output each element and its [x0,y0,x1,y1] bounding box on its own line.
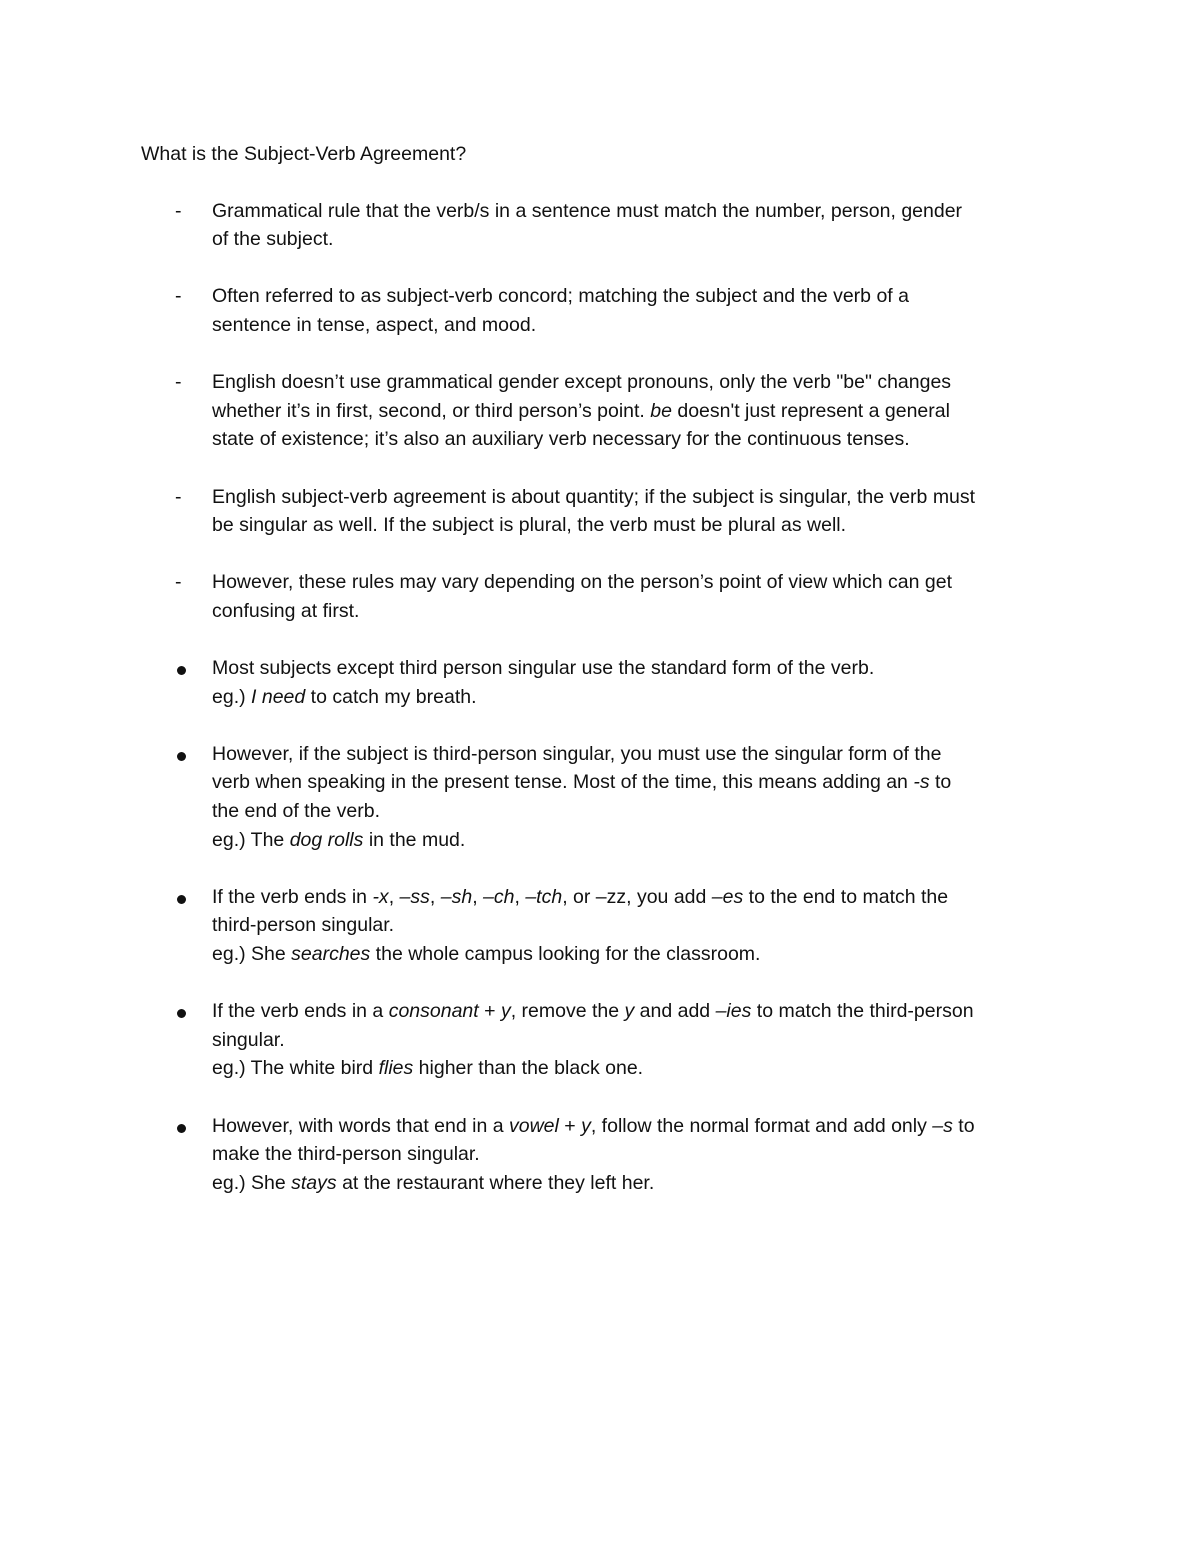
text-segment: However, if the subject is third-person singular, you must use the singular form of the [212,742,942,765]
text-line [212,1140,1071,1169]
italic-text: –ch [483,885,515,908]
list-item-text [212,568,1071,625]
text-segment: eg.) The white bird [212,1057,379,1080]
text-segment: singular. [212,1028,285,1051]
bullet-dot-icon [177,895,186,904]
text-line [212,1112,1071,1141]
bullet-list [141,654,1071,1197]
text-segment: English subject-verb agreement is about quantity; if the subject is singular, the verb must [212,485,976,508]
list-item-text [212,1112,1071,1198]
text-line [212,511,1071,540]
text-segment: to catch my breath. [305,685,477,708]
text-segment: If the verb ends in [212,885,373,908]
text-line [212,1169,1071,1198]
text-segment: , follow the normal format and add only [590,1114,933,1137]
document-body [141,140,1071,1226]
text-line [212,225,1071,254]
italic-text: consonant [388,1000,479,1023]
bullet-list-item [141,1112,1071,1198]
list-item-text [212,197,1071,254]
dash-list-item [141,197,1071,254]
bullet-list-item [141,740,1071,854]
text-line [212,397,1071,426]
text-line [212,654,1071,683]
text-segment: eg.) [212,685,252,708]
text-segment: English doesn’t use grammatical gender except pronouns, only the verb "be" changes [212,371,952,394]
text-segment: whether it’s in first, second, or third person’s point. [212,399,651,422]
dash-list [141,197,1071,626]
bullet-dot-icon [177,1009,186,1018]
text-segment: to the end to match the [743,885,949,908]
text-line [212,425,1071,454]
text-segment: eg.) The [212,828,290,851]
text-line [212,1026,1071,1055]
text-segment: and add [634,1000,716,1023]
italic-text: y [581,1114,591,1137]
list-item-text [212,997,1071,1083]
list-item-text [212,368,1071,454]
text-segment: However, with words that end in a [212,1114,509,1137]
italic-text: -x [372,885,389,908]
text-segment: If the verb ends in a [212,1000,389,1023]
italic-text: y [624,1000,635,1023]
italic-text: -s [913,771,930,794]
text-segment: higher than the black one. [413,1057,644,1080]
italic-text: –ies [715,1000,752,1023]
text-segment: Grammatical rule that the verb/s in a sentence must match the number, person, gender [212,199,963,222]
bullet-list-item [141,997,1071,1083]
dash-marker: - [175,571,182,594]
text-segment: to [929,771,952,794]
bullet-dot-icon [177,666,186,675]
dash-marker: - [175,199,182,222]
text-segment: Most subjects except third person singular use the standard form of the verb. [212,657,875,680]
italic-text: –ss [399,885,430,908]
italic-text: y [500,1000,511,1023]
text-line [212,483,1071,512]
list-item-text [212,282,1071,339]
italic-text: –sh [440,885,473,908]
dash-marker: - [175,485,182,508]
italic-text: I need [251,685,306,708]
text-segment: + [558,1114,582,1137]
list-item-text [212,483,1071,540]
list-item-text [212,654,1071,711]
dash-list-item [141,483,1071,540]
italic-text: –s [932,1114,953,1137]
text-segment: , [514,885,526,908]
document-title: What is the Subject-Verb Agreement? [141,143,467,165]
text-segment: to match the third-person [751,1000,974,1023]
text-segment: , remove the [510,1000,625,1023]
text-line [212,768,1071,797]
text-line [212,940,1071,969]
text-line [212,568,1071,597]
text-segment: , or –zz, you add [562,885,712,908]
text-line [212,597,1071,626]
text-line [212,1054,1071,1083]
italic-text: –tch [525,885,563,908]
text-segment: sentence in tense, aspect, and mood. [212,313,537,336]
text-segment: , [472,885,484,908]
text-line [212,740,1071,769]
list-item-text [212,883,1071,969]
italic-text: vowel [509,1114,559,1137]
text-line [212,311,1071,340]
italic-text: be [650,399,672,422]
text-segment: eg.) She [212,1171,292,1194]
text-segment: , [429,885,441,908]
text-line [212,883,1071,912]
bullet-list-item [141,654,1071,711]
dash-list-item [141,368,1071,454]
text-line [212,683,1071,712]
bullet-list-item [141,883,1071,969]
italic-text: –es [711,885,744,908]
italic-text: searches [291,943,371,966]
text-segment: the end of the verb. [212,800,381,823]
text-segment: + [478,1000,501,1023]
text-segment: doesn't just represent a general [671,399,950,422]
text-line [212,368,1071,397]
text-line [212,797,1071,826]
text-segment: in the mud. [363,828,466,851]
text-segment: confusing at first. [212,599,360,622]
text-segment: to [952,1114,975,1137]
italic-text: flies [378,1057,414,1080]
text-line [212,826,1071,855]
text-segment: state of existence; it’s also an auxiliary verb necessary for the continuous tenses. [212,428,910,451]
dash-list-item [141,568,1071,625]
text-segment: Often referred to as subject-verb concord; matching the subject and the verb of a [212,285,909,308]
dash-marker: - [175,371,182,394]
text-segment: be singular as well. If the subject is plural, the verb must be plural as well. [212,514,847,537]
bullet-dot-icon [177,752,186,761]
text-segment: make the third-person singular. [212,1143,480,1166]
bullet-dot-icon [177,1124,186,1133]
italic-text: stays [291,1171,337,1194]
text-line [212,197,1071,226]
text-segment: eg.) She [212,943,292,966]
text-line [212,911,1071,940]
text-segment: third-person singular. [212,914,395,937]
list-item-text [212,740,1071,854]
text-segment: verb when speaking in the present tense. Most of the time, this means adding an [212,771,914,794]
text-segment: However, these rules may vary depending on the person’s point of view which can get [212,571,952,594]
text-line [212,997,1071,1026]
dash-marker: - [175,285,182,308]
text-line [212,282,1071,311]
dash-list-item [141,282,1071,339]
text-segment: , [388,885,400,908]
text-segment: of the subject. [212,228,334,251]
text-segment: the whole campus looking for the classroom. [370,943,761,966]
italic-text: dog rolls [289,828,364,851]
text-segment: at the restaurant where they left her. [336,1171,655,1194]
